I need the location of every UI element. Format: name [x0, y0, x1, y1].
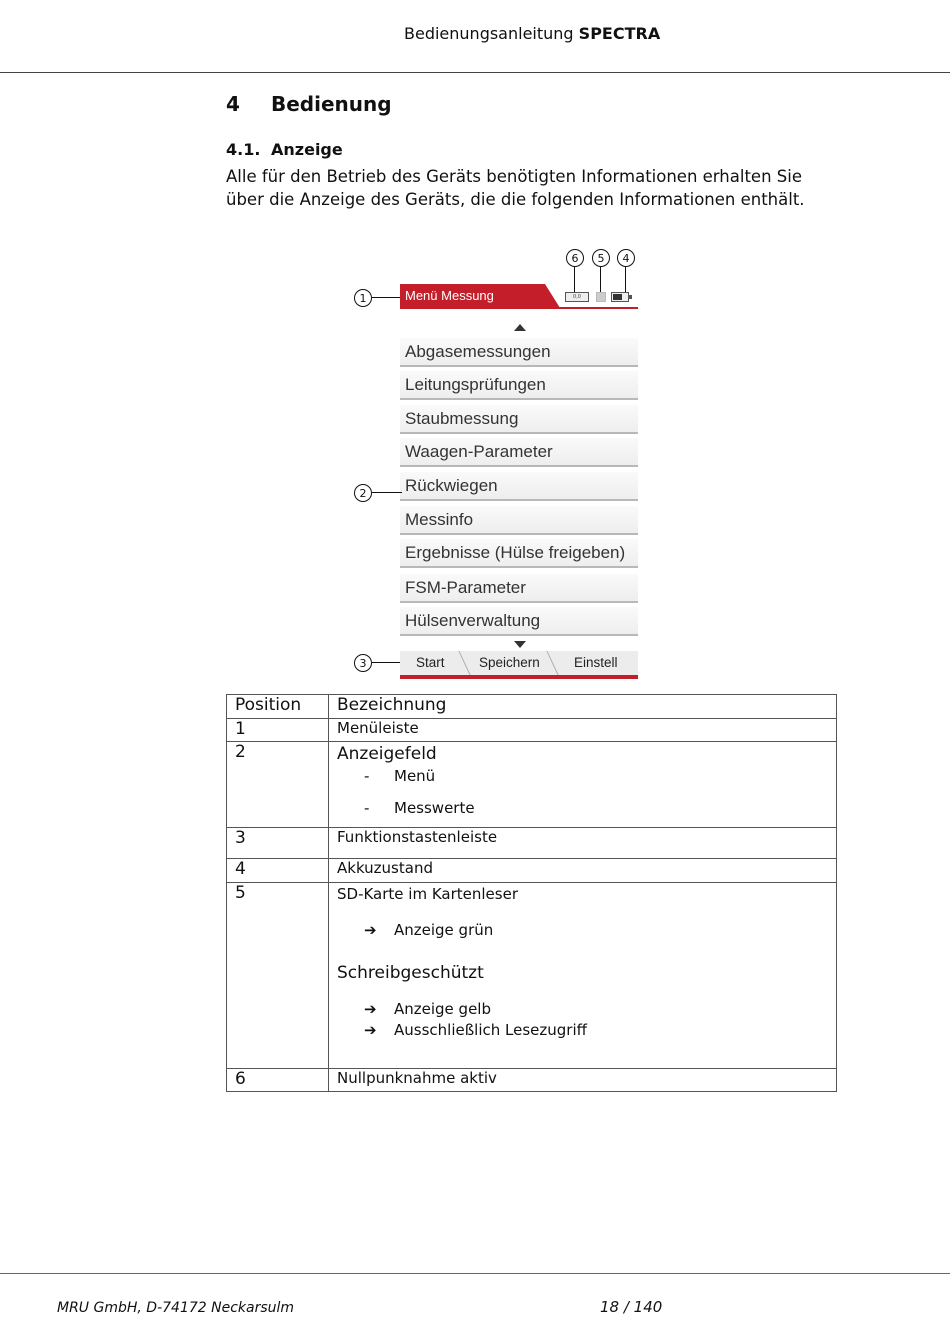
- list-item-text: Anzeige grün: [394, 921, 494, 939]
- callout-6-leader: [574, 267, 575, 292]
- header-title: [404, 24, 660, 43]
- function-key-divider: [546, 651, 558, 675]
- menu-item-label: Staubmessung: [405, 409, 519, 428]
- cell-position: 1: [227, 719, 329, 742]
- function-key-bar: [400, 651, 638, 675]
- function-key-divider: [458, 651, 470, 675]
- cell-description: Akkuzustand: [329, 859, 837, 883]
- function-key-settings: Einstell: [574, 655, 618, 670]
- list-marker: -: [364, 767, 370, 785]
- cell-description: Nullpunknahme aktiv: [329, 1069, 837, 1092]
- function-key-bar-underline: [400, 675, 638, 679]
- callout-6: 6: [566, 249, 584, 267]
- table-row: [227, 859, 837, 883]
- menu-item-label: Messinfo: [405, 510, 474, 529]
- menu-item: [400, 405, 638, 434]
- callout-1: 1: [354, 289, 372, 307]
- table-row: [227, 742, 837, 828]
- list-item-text: Ausschließlich Lesezugriff: [394, 1021, 587, 1039]
- list-item: [337, 766, 828, 786]
- legend-table: [226, 694, 837, 1092]
- intro-paragraph: Alle für den Betrieb des Geräts benötigten Informationen erhalten Sie über die Anzeige des Geräts, die die folgenden Informationen enthält.: [226, 167, 805, 209]
- column-header-position: Position: [227, 695, 329, 719]
- callout-2: 2: [354, 484, 372, 502]
- section-heading: [226, 92, 392, 116]
- callout-3: 3: [354, 654, 372, 672]
- callout-5: 5: [592, 249, 610, 267]
- description-text: Anzeigefeld: [337, 744, 437, 764]
- menu-bar: [400, 284, 638, 308]
- cell-position: 3: [227, 828, 329, 859]
- callout-3-leader: [372, 662, 400, 663]
- footer-rule: [0, 1273, 950, 1274]
- section-title: Bedienung: [271, 92, 392, 116]
- list-item-text: Anzeige gelb: [394, 1000, 491, 1018]
- cell-description: Funktionstastenleiste: [329, 828, 837, 859]
- list-item-text: Menü: [394, 767, 436, 785]
- menu-item-label: Rückwiegen: [405, 476, 498, 495]
- arrow-right-icon: ➔: [364, 1000, 377, 1018]
- list-item: [337, 798, 828, 818]
- menu-item-label: FSM-Parameter: [405, 578, 526, 597]
- menu-item: [400, 371, 638, 400]
- description-text: Schreibgeschützt: [337, 963, 484, 983]
- zero-point-icon: 0,0: [565, 292, 589, 302]
- menu-item: [400, 574, 638, 603]
- scroll-up-icon: [514, 324, 526, 331]
- table-row: [227, 719, 837, 742]
- device-screen: [400, 284, 638, 679]
- description-text: SD-Karte im Kartenleser: [337, 885, 518, 903]
- arrow-right-icon: ➔: [364, 1021, 377, 1039]
- sd-card-icon: [596, 292, 606, 302]
- header-title-product: SPECTRA: [578, 24, 661, 43]
- arrow-right-icon: ➔: [364, 921, 377, 939]
- menu-item: [400, 607, 638, 636]
- menu-bar-title: Menü Messung: [405, 288, 494, 303]
- header-rule: [0, 72, 950, 73]
- list-marker: -: [364, 799, 370, 817]
- list-item: [337, 999, 828, 1019]
- menu-item: [400, 472, 638, 501]
- cell-description: [329, 883, 837, 1069]
- footer-company: MRU GmbH, D-74172 Neckarsulm: [57, 1300, 295, 1316]
- callout-4-leader: [625, 267, 626, 292]
- menu-item-label: Abgasemessungen: [405, 342, 551, 361]
- table-row: [227, 883, 837, 1069]
- table-row: [227, 828, 837, 859]
- menu-item: [400, 506, 638, 535]
- menu-item: [400, 438, 638, 467]
- list-item: [337, 1020, 828, 1040]
- menu-item: [400, 539, 638, 568]
- menu-item: [400, 338, 638, 367]
- callout-1-leader: [372, 297, 400, 298]
- menu-bar-underline: [400, 307, 638, 309]
- scroll-down-icon: [514, 641, 526, 648]
- table-header-row: [227, 695, 837, 719]
- cell-position: 4: [227, 859, 329, 883]
- callout-2-leader: [372, 492, 402, 493]
- list-item-text: Messwerte: [394, 799, 475, 817]
- function-key-start: Start: [416, 655, 445, 670]
- menu-item-label: Ergebnisse (Hülse freigeben): [405, 543, 626, 562]
- function-key-save: Speichern: [479, 655, 540, 670]
- callout-4: 4: [617, 249, 635, 267]
- list-item: [337, 920, 828, 940]
- callout-5-leader: [600, 267, 601, 292]
- subsection-heading: [226, 140, 343, 159]
- table-row: [227, 1069, 837, 1092]
- menu-item-label: Hülsenverwaltung: [405, 611, 541, 630]
- cell-position: 2: [227, 742, 329, 828]
- subsection-number: 4.1.: [226, 140, 261, 159]
- cell-description: Menüleiste: [329, 719, 837, 742]
- subsection-title: Anzeige: [271, 140, 343, 159]
- header-title-prefix: Bedienungsanleitung: [404, 24, 574, 43]
- cell-position: 5: [227, 883, 329, 1069]
- column-header-description: Bezeichnung: [329, 695, 837, 719]
- cell-description: [329, 742, 837, 828]
- menu-item-label: Waagen-Parameter: [405, 442, 553, 461]
- section-number: 4: [226, 92, 240, 116]
- menu-item-label: Leitungsprüfungen: [405, 375, 546, 394]
- footer-page-number: 18 / 140: [600, 1298, 663, 1316]
- battery-icon: [611, 292, 629, 302]
- cell-position: 6: [227, 1069, 329, 1092]
